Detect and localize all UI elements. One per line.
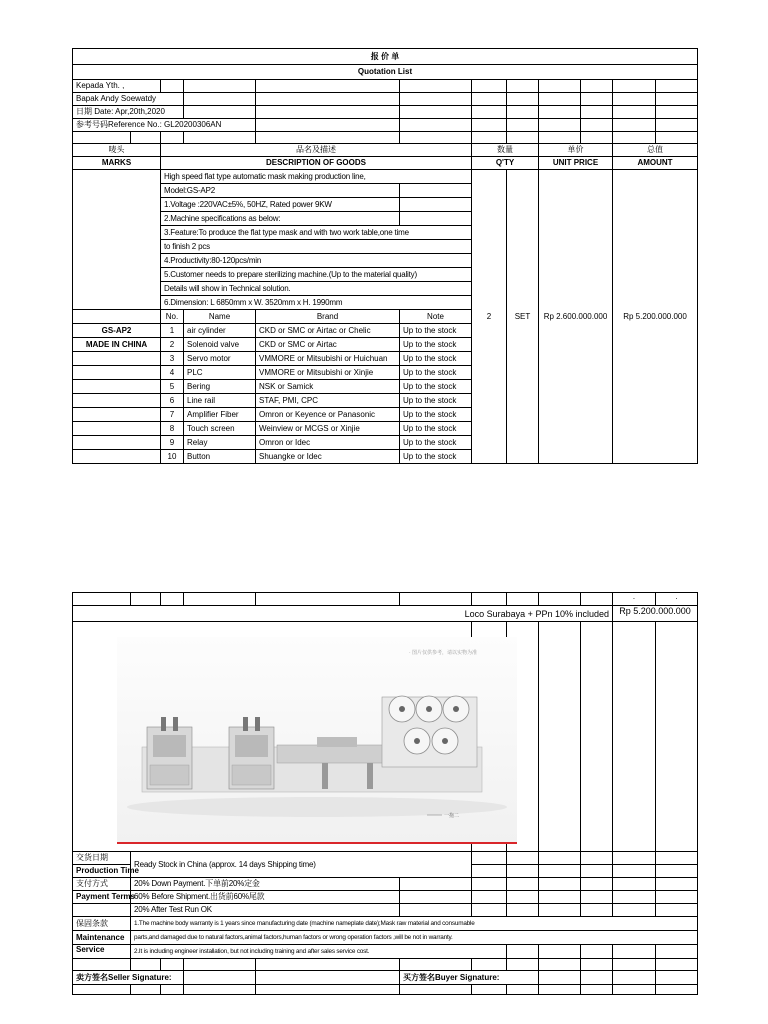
buyer-signature-label: 买方签名Buyer Signature: <box>400 971 539 985</box>
part-no: 3 <box>161 352 184 366</box>
title-en: Quotation List <box>73 65 698 80</box>
header-desc-cn: 品名及描述 <box>161 144 472 157</box>
part-note: Up to the stock <box>400 366 472 380</box>
photo-tag: 一拖二 <box>444 813 460 819</box>
part-note: Up to the stock <box>400 450 472 464</box>
production-value: Ready Stock in China (approx. 14 days Shipping time) <box>131 852 472 878</box>
maintenance-line-1: 1.The machine body warranty is 1 years since manufacturing date (machine nameplate date);Mask raw material and consumable <box>131 917 698 931</box>
header-desc-en: DESCRIPTION OF GOODS <box>161 157 472 170</box>
part-note: Up to the stock <box>400 380 472 394</box>
date-line: 日期 Date: Apr,20th,2020 <box>73 106 184 119</box>
parts-header-note: Note <box>400 310 472 324</box>
workstation-2 <box>229 717 274 789</box>
maintenance-label-cn: 保固条款 <box>73 917 131 931</box>
part-note: Up to the stock <box>400 436 472 450</box>
maintenance-line-3: 2.It is including engineer installation, but not including training and after sales service cost. <box>131 945 507 959</box>
header-qty-cn: 数量 <box>472 144 539 157</box>
part-brand: NSK or Samick <box>256 380 400 394</box>
marks-blank-2 <box>73 310 161 324</box>
qty-value: 2 <box>472 170 507 464</box>
part-no: 2 <box>161 338 184 352</box>
desc-line-1: High speed flat type automatic mask making production line, <box>161 170 472 184</box>
part-note: Up to the stock <box>400 352 472 366</box>
production-label-en: Production Time <box>73 865 131 878</box>
payment-label-cn: 支付方式 <box>73 878 131 891</box>
grand-total: Rp 5.200.000.000 <box>613 606 698 622</box>
part-brand: Omron or Keyence or Panasonic <box>256 408 400 422</box>
parts-header-name: Name <box>184 310 256 324</box>
desc-line-3: 1.Voltage :220VAC±5%, 50HZ, Rated power 9KW <box>161 198 400 212</box>
part-no: 4 <box>161 366 184 380</box>
unit-price-value: Rp 2.600.000.000 <box>539 170 613 464</box>
part-brand: Weinview or MCGS or Xinjie <box>256 422 400 436</box>
recipient-name: Bapak Andy Soewatdy <box>73 93 184 106</box>
parts-header-brand: Brand <box>256 310 400 324</box>
part-name: Touch screen <box>184 422 256 436</box>
part-name: Amplifier Fiber <box>184 408 256 422</box>
part-brand: Shuangke or Idec <box>256 450 400 464</box>
desc-line-4: 2.Machine specifications as below: <box>161 212 400 226</box>
header-qty-en: Q'TY <box>472 157 539 170</box>
roll-unwinder <box>382 696 477 767</box>
quotation-table <box>72 48 698 464</box>
title-cn: 报 价 单 <box>73 49 698 65</box>
part-note: Up to the stock <box>400 408 472 422</box>
part-brand: CKD or SMC or Airtac <box>256 338 400 352</box>
part-note: Up to the stock <box>400 338 472 352</box>
header-marks-en: MARKS <box>73 157 161 170</box>
part-note: Up to the stock <box>400 324 472 338</box>
desc-line-7: 4.Productivity:80-120pcs/min <box>161 254 472 268</box>
part-no: 1 <box>161 324 184 338</box>
part-brand: STAF, PMI, CPC <box>256 394 400 408</box>
header-price-cn: 单价 <box>539 144 613 157</box>
recipient-line: Kepada Yth. , <box>73 80 161 93</box>
quotation-page-1 <box>72 48 697 464</box>
desc-line-2: Model:GS-AP2 <box>161 184 400 198</box>
photo-caption: · 图片仅供参考，请以实物为准 <box>409 650 478 656</box>
reference-line: 参考号码Reference No.: GL20200306AN <box>73 119 256 132</box>
part-no: 5 <box>161 380 184 394</box>
desc-line-8: 5.Customer needs to prepare sterilizing machine.(Up to the material quality) <box>161 268 472 282</box>
part-no: 7 <box>161 408 184 422</box>
desc-line-9: Details will show in Technical solution. <box>161 282 472 296</box>
workstation-1 <box>147 717 192 789</box>
part-note: Up to the stock <box>400 422 472 436</box>
desc-line-5: 3.Feature:To produce the flat type mask and with two work table,one time <box>161 226 472 240</box>
unit-value: SET <box>507 170 539 464</box>
part-name: Line rail <box>184 394 256 408</box>
maintenance-label-en: Maintenance <box>73 931 131 945</box>
dot-mark: · <box>613 593 656 606</box>
loco-note: Loco Surabaya + PPn 10% included <box>73 606 613 622</box>
amount-value: Rp 5.200.000.000 <box>613 170 698 464</box>
header-marks-cn: 唛头 <box>73 144 161 157</box>
header-price-en: UNIT PRICE <box>539 157 613 170</box>
seller-signature-label: 卖方签名Seller Signature: <box>73 971 184 985</box>
part-no: 10 <box>161 450 184 464</box>
part-brand: CKD or SMC or Airtac or Chelic <box>256 324 400 338</box>
production-label-cn: 交货日期 <box>73 852 131 865</box>
part-note: Up to the stock <box>400 394 472 408</box>
part-name: Relay <box>184 436 256 450</box>
part-no: 6 <box>161 394 184 408</box>
marks-model: GS-AP2 <box>73 324 161 338</box>
part-brand: Omron or Idec <box>256 436 400 450</box>
desc-line-10: 6.Dimension: L 6850mm x W. 3520mm x H. 1990mm <box>161 296 472 310</box>
part-brand: VMMORE or Mitsubishi or Xinjie <box>256 366 400 380</box>
payment-term-1: 20% Down Payment.下单前20%定金 <box>131 878 400 891</box>
part-brand: VMMORE or Mitsubishi or Huichuan <box>256 352 400 366</box>
machine-photo <box>117 637 517 844</box>
header-amount-cn: 总值 <box>613 144 698 157</box>
part-no: 8 <box>161 422 184 436</box>
marks-origin: MADE IN CHINA <box>73 338 161 352</box>
part-name: Servo motor <box>184 352 256 366</box>
payment-term-3: 20% After Test Run OK <box>131 904 400 917</box>
dot-mark: · <box>656 593 698 606</box>
header-amount-en: AMOUNT <box>613 157 698 170</box>
payment-label-en: Payment Terms <box>73 891 131 904</box>
part-no: 9 <box>161 436 184 450</box>
desc-line-6: to finish 2 pcs <box>161 240 472 254</box>
part-name: Bering <box>184 380 256 394</box>
maintenance-line-2: parts,and damaged due to natural factors,animal factors,human factors or wrong operation factors ,will be not in warranty. <box>131 931 698 945</box>
part-name: air cylinder <box>184 324 256 338</box>
part-name: Solenoid valve <box>184 338 256 352</box>
part-name: Button <box>184 450 256 464</box>
service-label-en: Service <box>73 945 131 959</box>
parts-header-no: No. <box>161 310 184 324</box>
marks-blank <box>73 170 161 310</box>
part-name: PLC <box>184 366 256 380</box>
payment-term-2: 60% Before Shipment.出货前60%尾款 <box>131 891 400 904</box>
